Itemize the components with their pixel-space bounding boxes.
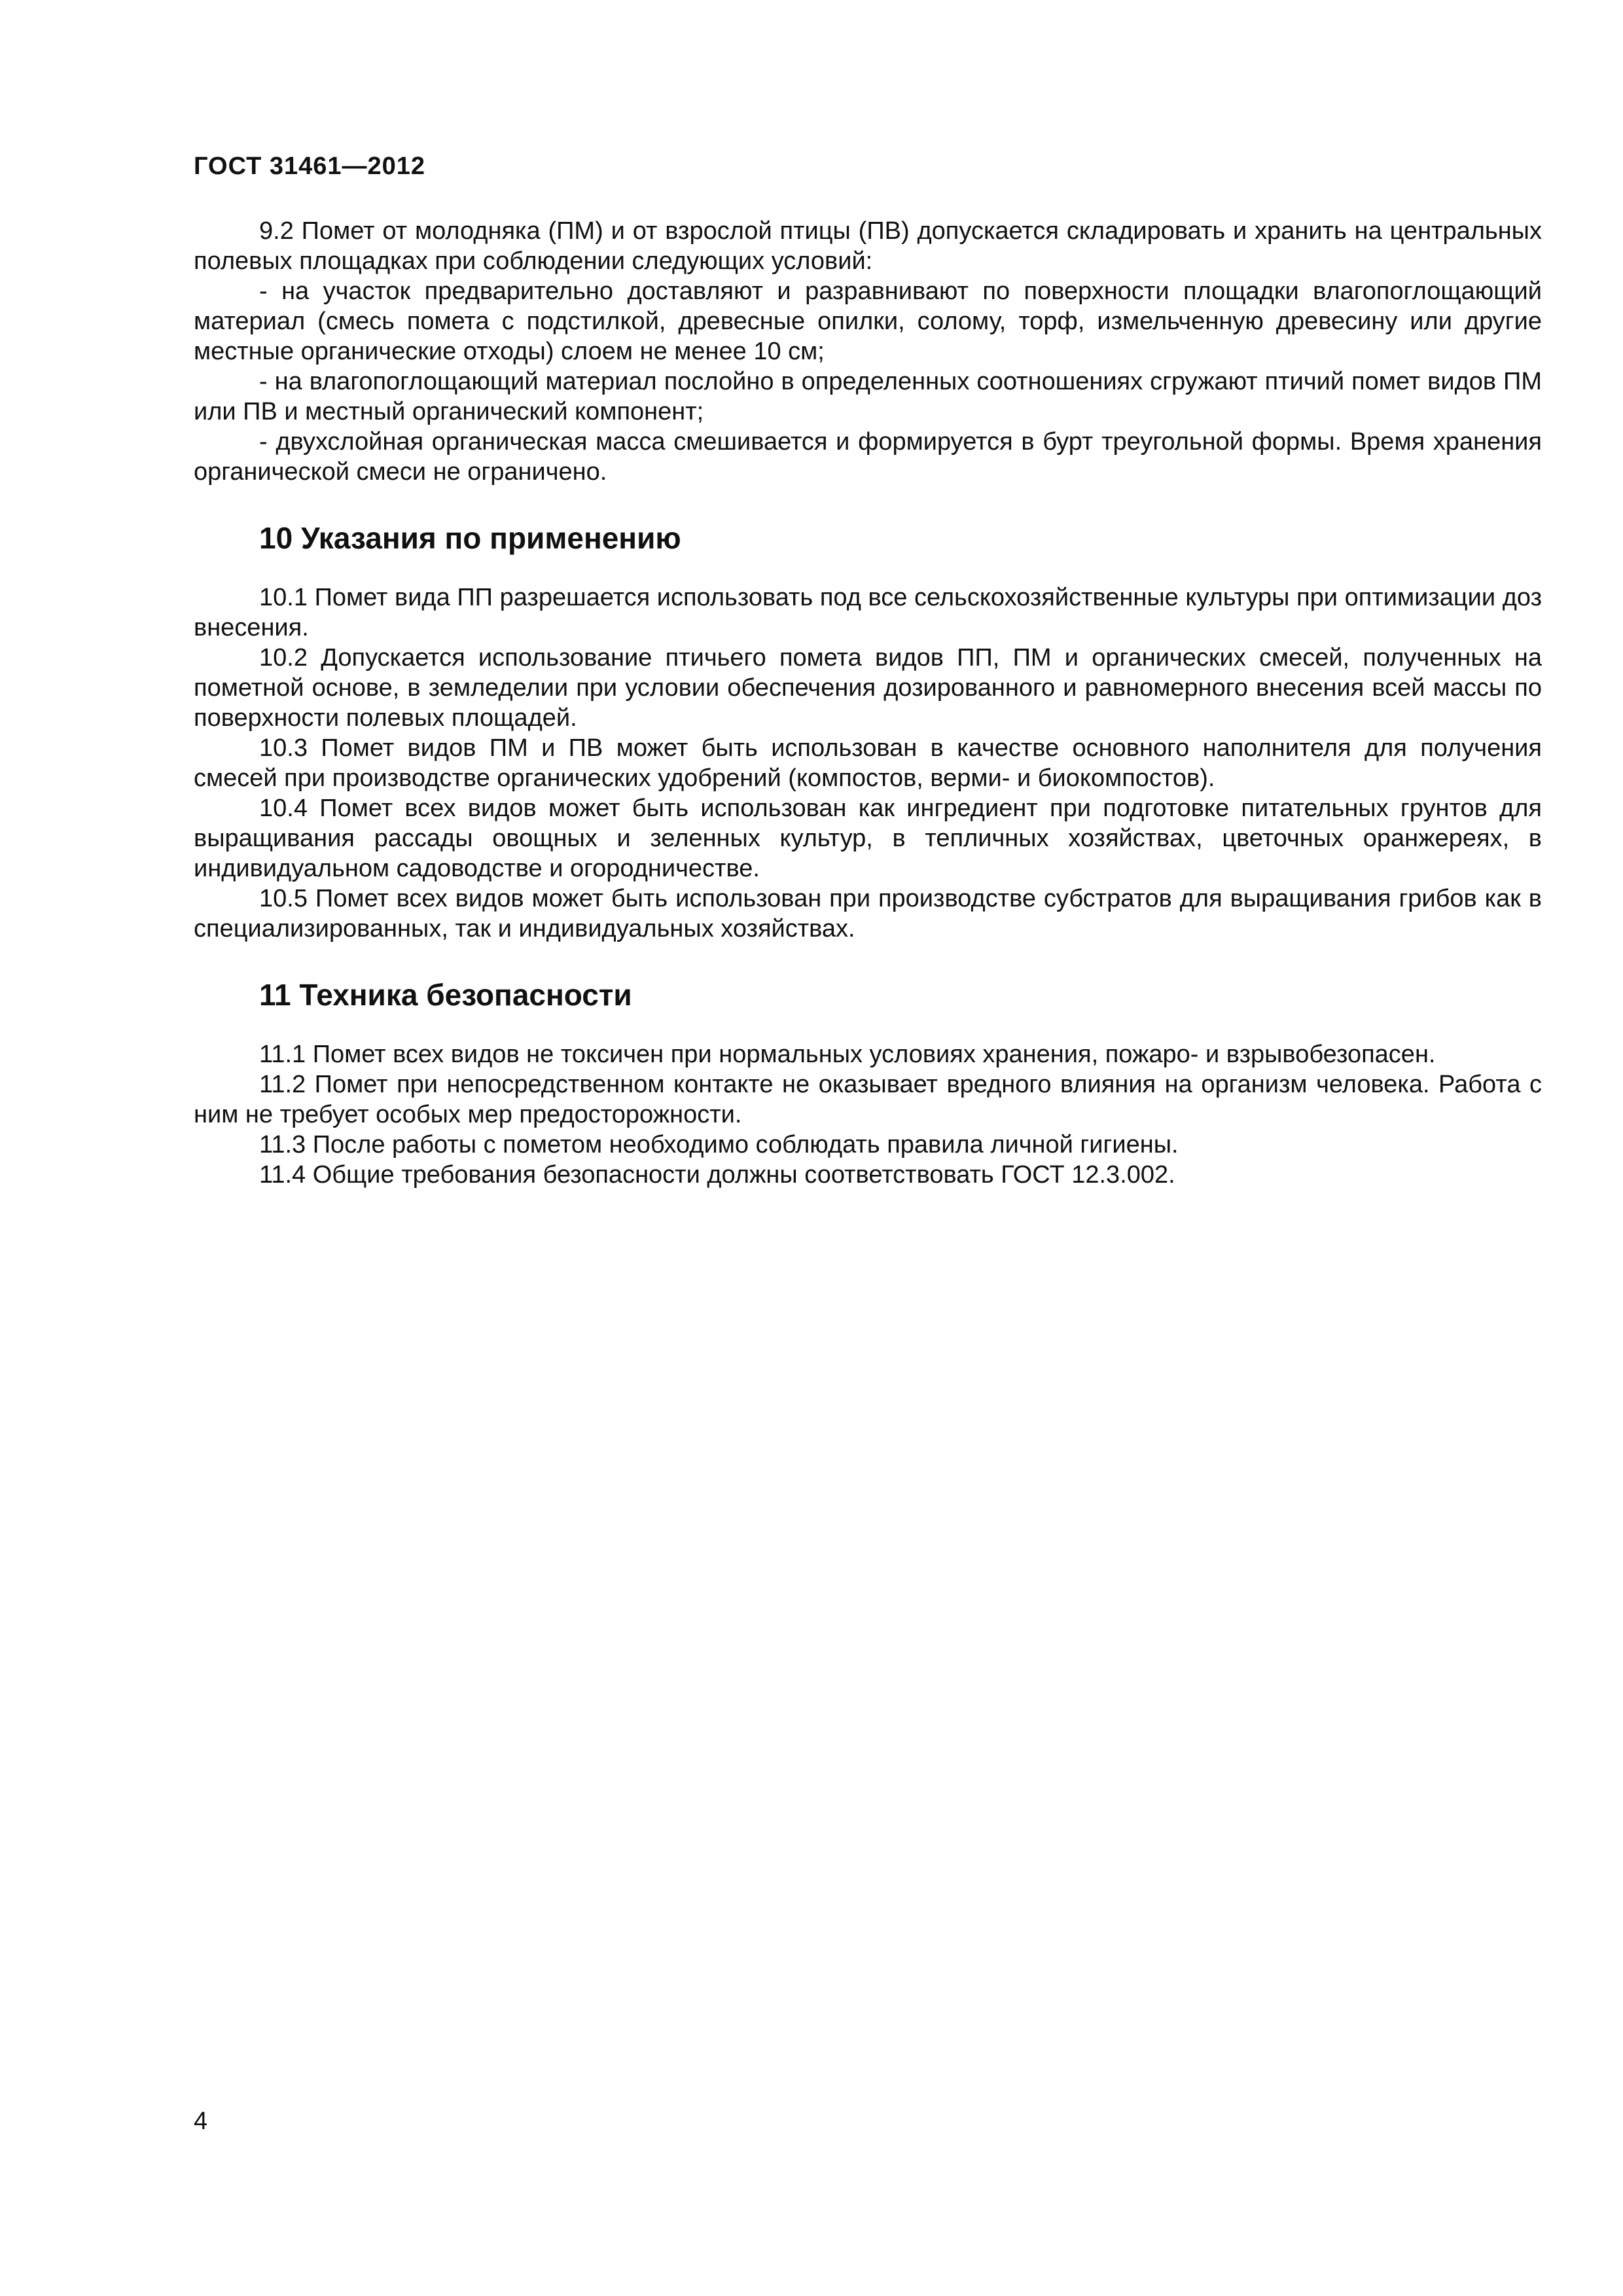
paragraph-10-3: 10.3 Помет видов ПМ и ПВ может быть использован в качестве основного наполнителя для получения смесей при производстве органических удобрений (компостов, верми- и биокомпостов). <box>194 734 1542 792</box>
section-9 <box>194 216 1542 487</box>
section-11 <box>194 1039 1542 1190</box>
paragraph-10-2: 10.2 Допускается использование птичьего помета видов ПП, ПМ и органических смесей, полученных на пометной основе, в земледелии при условии обеспечения дозированного и равномерного внесения всей массы по поверхности полевых площадей. <box>194 644 1542 732</box>
paragraph-11-3: 11.3 После работы с пометом необходимо соблюдать правила личной гигиены. <box>259 1131 1179 1158</box>
section-10 <box>194 583 1542 944</box>
paragraph-11-1: 11.1 Помет всех видов не токсичен при нормальных условиях хранения, пожаро- и взрывобезопасен. <box>259 1041 1436 1068</box>
section-11-title: 11 Техника безопасности <box>259 978 632 1012</box>
paragraph-10-1: 10.1 Помет вида ПП разрешается использовать под все сельскохозяйственные культуры при оптимизации доз внесения. <box>194 584 1542 641</box>
paragraph-11-4: 11.4 Общие требования безопасности должны соответствовать ГОСТ 12.3.002. <box>259 1161 1175 1189</box>
paragraph-9-2: 9.2 Помет от молодняка (ПМ) и от взрослой птицы (ПВ) допускается складировать и хранить на центральных полевых площадках при соблюдении следующих условий: <box>194 217 1542 275</box>
list-item-moisture-material: - на участок предварительно доставляют и разравнивают по поверхности площадки влагопоглощающий материал (смесь помета с подстилкой, древесные опилки, солому, торф, измельченную древесину или другие местные органические отходы) слоем не менее 10 см; <box>194 278 1542 365</box>
section-10-title: 10 Указания по применению <box>259 521 681 555</box>
paragraph-11-2: 11.2 Помет при непосредственном контакте не оказывает вредного влияния на организм человека. Работа с ним не требует особых мер предосторожности. <box>194 1071 1542 1128</box>
standard-header: ГОСТ 31461—2012 <box>194 152 426 180</box>
page-number: 4 <box>194 2108 208 2135</box>
list-item-layering: - на влагопоглощающий материал послойно в определенных соотношениях сгружают птичий помет видов ПМ или ПВ и местный органический компонент; <box>194 368 1542 425</box>
list-item-mixing: - двухслойная органическая масса смешивается и формируется в бурт треугольной формы. Время хранения органической смеси не ограничено. <box>194 428 1542 486</box>
paragraph-10-5: 10.5 Помет всех видов может быть использован при производстве субстратов для выращивания грибов как в специализированных, так и индивидуальных хозяйствах. <box>194 885 1542 942</box>
paragraph-10-4: 10.4 Помет всех видов может быть использован как ингредиент при подготовке питательных грунтов для выращивания рассады овощных и зеленных культур, в тепличных хозяйствах, цветочных оранжереях, в индивидуальном садоводстве и огородничестве. <box>194 795 1542 882</box>
document-page <box>194 151 1542 1190</box>
